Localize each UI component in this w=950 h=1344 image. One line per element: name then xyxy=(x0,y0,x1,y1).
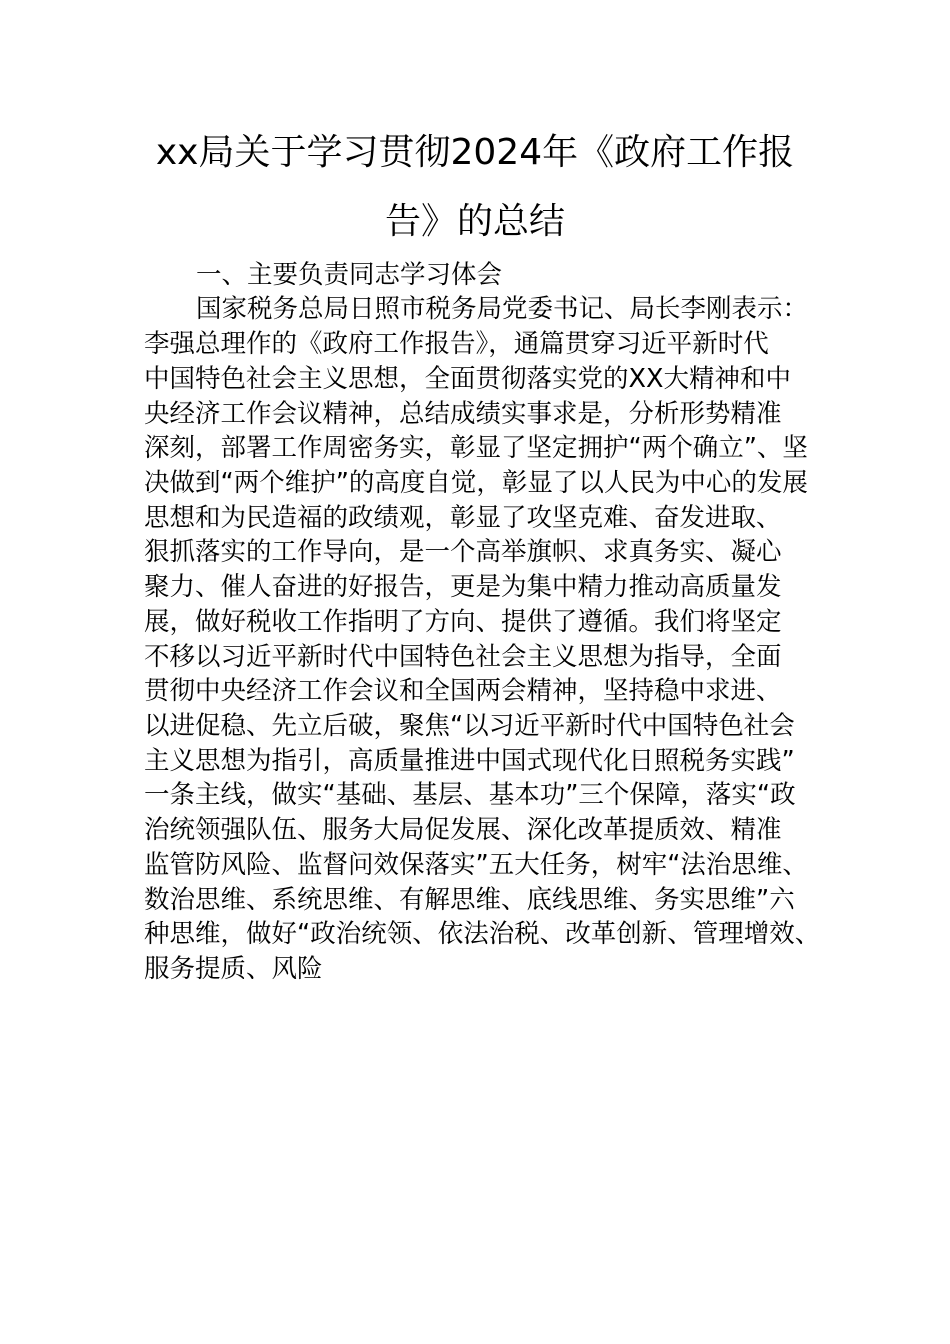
paragraph-line: 国家税务总局日照市税务局党委书记、局长李刚表示： xyxy=(196,294,809,324)
section-heading: 一、主要负责同志学习体会 xyxy=(196,260,503,290)
paragraph-line: 数治思维、系统思维、有解思维、底线思维、务实思维”六 xyxy=(144,885,795,915)
paragraph-line: 治统领强队伍、服务大局促发展、深化改革提质效、精准 xyxy=(144,815,782,845)
paragraph-line: 决做到“两个维护”的高度自觉，彰显了以人民为中心的发展 xyxy=(144,468,808,498)
paragraph-line: 种思维，做好“政治统领、依法治税、改革创新、管理增效、 xyxy=(144,919,821,949)
paragraph-line: 贯彻中央经济工作会议和全国两会精神，坚持稳中求进、 xyxy=(144,676,782,706)
document-title-line-1: xx局关于学习贯彻2024年《政府工作报 xyxy=(155,132,795,173)
paragraph-line: 中国特色社会主义思想，全面贯彻落实党的XX大精神和中 xyxy=(144,364,791,394)
paragraph-line: 一条主线，做实“基础、基层、基本功”三个保障，落实“政 xyxy=(144,780,796,810)
paragraph-line: 不移以习近平新时代中国特色社会主义思想为指导，全面 xyxy=(144,642,782,672)
document-title-line-2: 告》的总结 xyxy=(384,201,565,242)
paragraph-line: 以进促稳、先立后破，聚焦“以习近平新时代中国特色社会 xyxy=(144,711,795,741)
paragraph-line: 展，做好税收工作指明了方向、提供了遵循。我们将坚定 xyxy=(144,607,782,637)
paragraph-line: 主义思想为指引，高质量推进中国式现代化日照税务实践” xyxy=(144,746,795,776)
paragraph-line: 央经济工作会议精神，总结成绩实事求是，分析形势精准 xyxy=(144,399,782,429)
paragraph-line: 李强总理作的《政府工作报告》，通篇贯穿习近平新时代 xyxy=(144,329,769,359)
paragraph-line: 服务提质、风险 xyxy=(144,954,323,984)
paragraph-line: 监管防风险、监督问效保落实”五大任务，树牢“法治思维、 xyxy=(144,850,808,880)
paragraph-line: 聚力、催人奋进的好报告，更是为集中精力推动高质量发 xyxy=(144,572,782,602)
paragraph-line: 深刻，部署工作周密务实，彰显了坚定拥护“两个确立”、坚 xyxy=(144,433,808,463)
paragraph-line: 思想和为民造福的政绩观，彰显了攻坚克难、奋发进取、 xyxy=(144,503,782,533)
paragraph-line: 狠抓落实的工作导向，是一个高举旗帜、求真务实、凝心 xyxy=(144,537,782,567)
